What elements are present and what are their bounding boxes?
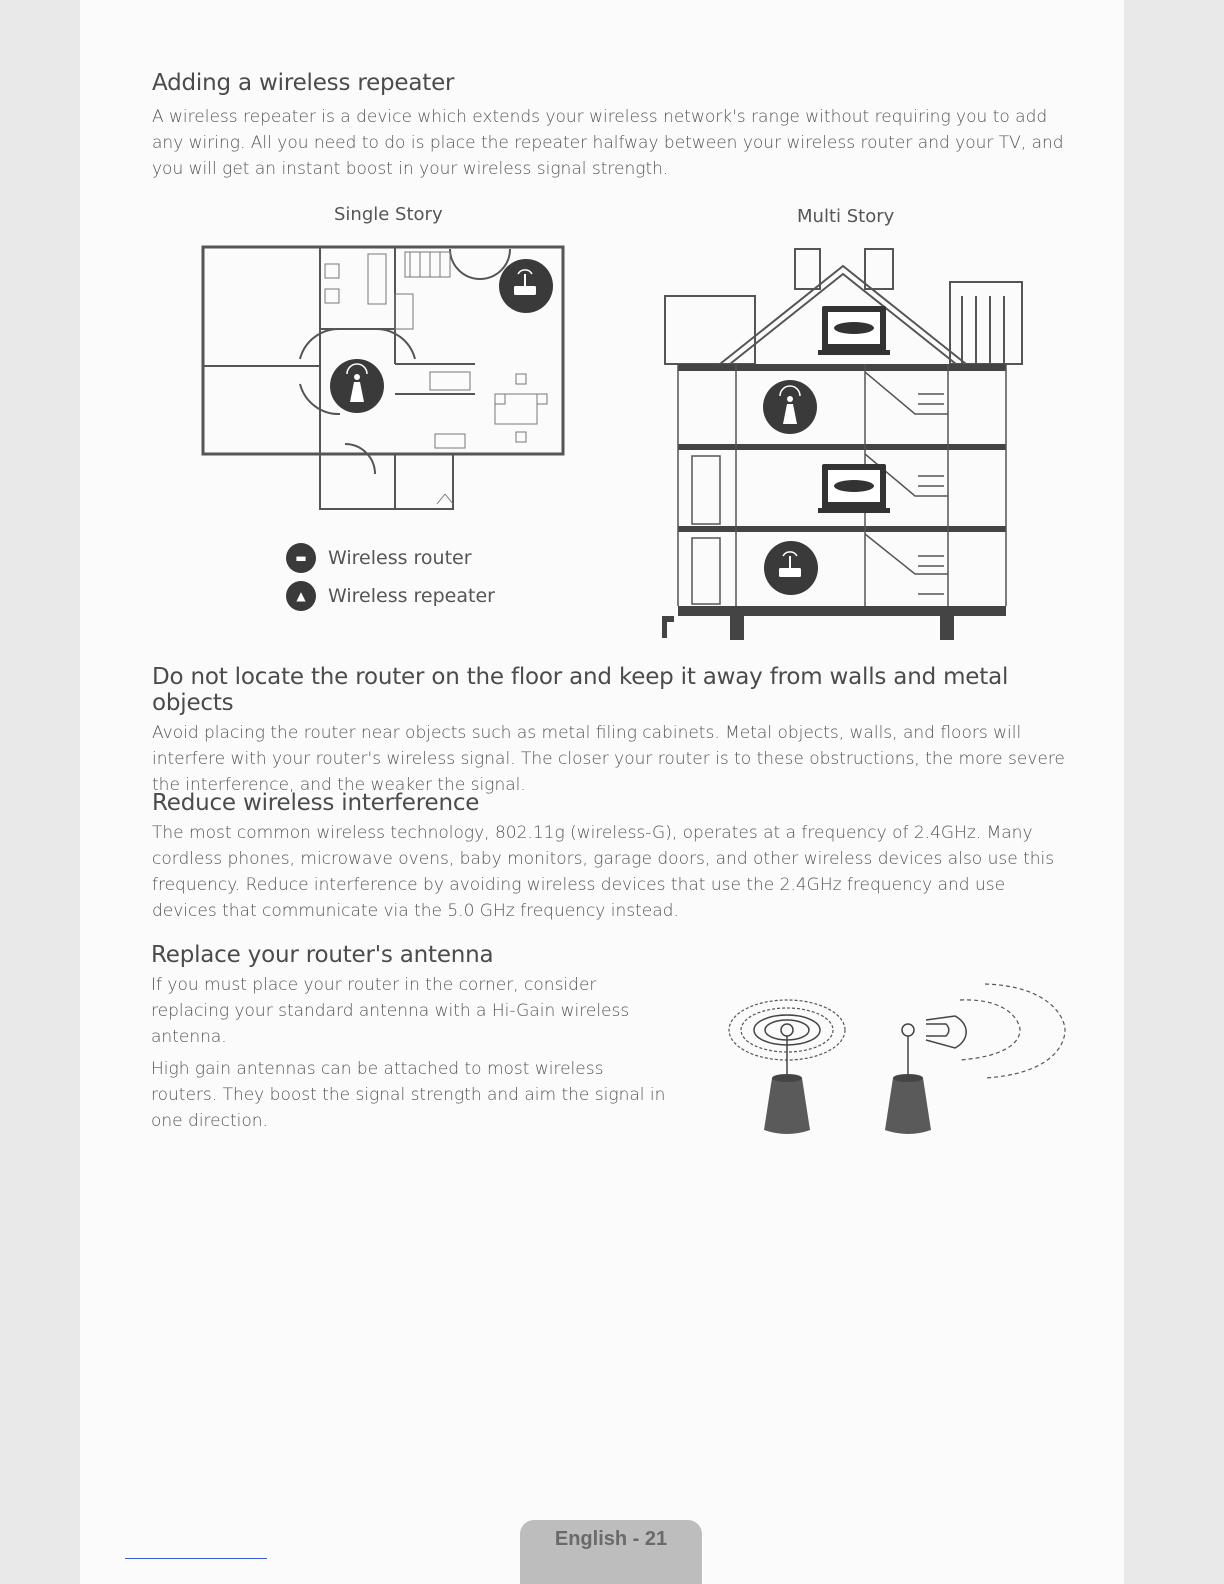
floor-heading: Do not locate the router on the floor and keep it away from walls and metal objects [152,664,1009,716]
footer-rule [125,1558,267,1559]
floorplan-legend [286,539,495,615]
single-story-caption: Single Story [334,204,443,225]
antenna-illustration [720,978,1070,1143]
repeater-icon [330,359,384,413]
repeater-icon: ▲ [286,581,316,611]
section-interference [152,790,1068,924]
section-floor [152,664,1068,798]
antenna-body-1: If you must place your router in the corner, consider replacing your standard antenna with a Hi-Gain wireless antenna. [151,975,630,1047]
antenna-icon [764,1074,810,1134]
page-number-label: English - 21 [554,1528,668,1550]
tv-icon [818,464,890,513]
multi-story-house [660,244,1026,644]
antenna-icon [885,1074,931,1134]
floor-body: Avoid placing the router near objects such as metal filing cabinets. Metal objects, walls, and floors will interfere with your router's wireless signal. The closer your router is to these obstructions, the more severe the interference, and the weaker the signal. [152,723,1065,795]
router-icon [764,541,818,595]
legend-router-label: Wireless router [328,547,472,569]
repeater-icon [763,380,817,434]
router-icon: ▬ [286,543,316,573]
single-story-floorplan [200,244,566,520]
section-repeater [152,70,1068,182]
repeater-body: A wireless repeater is a device which extends your wireless network's range without requiring you to add any wiring. All you need to do is place the repeater halfway between your wireless router and your TV, and you will get an instant boost in your wireless signal strength. [152,107,1064,179]
legend-repeater-label: Wireless repeater [328,585,495,607]
legend-repeater [286,577,495,615]
antenna-body-2: High gain antennas can be attached to most wireless routers. They boost the signal strength and aim the signal in one direction. [151,1059,666,1131]
interference-body: The most common wireless technology, 802.11g (wireless-G), operates at a frequency of 2.4GHz. Many cordless phones, microwave ovens, baby monitors, garage doors, and other wireless devices also use this frequency. Reduce interference by avoiding wireless devices that use the 2.4GHz frequency and use devices that communicate via the 5.0 GHz frequency instead. [152,823,1055,921]
antenna-heading: Replace your router's antenna [151,942,494,968]
repeater-heading: Adding a wireless repeater [152,70,455,96]
interference-heading: Reduce wireless interference [152,790,480,816]
legend-router [286,539,495,577]
section-antenna [151,942,671,1134]
page-number-tab [520,1520,702,1584]
router-icon [499,259,553,313]
multi-story-caption: Multi Story [797,206,895,227]
tv-icon [818,306,890,355]
